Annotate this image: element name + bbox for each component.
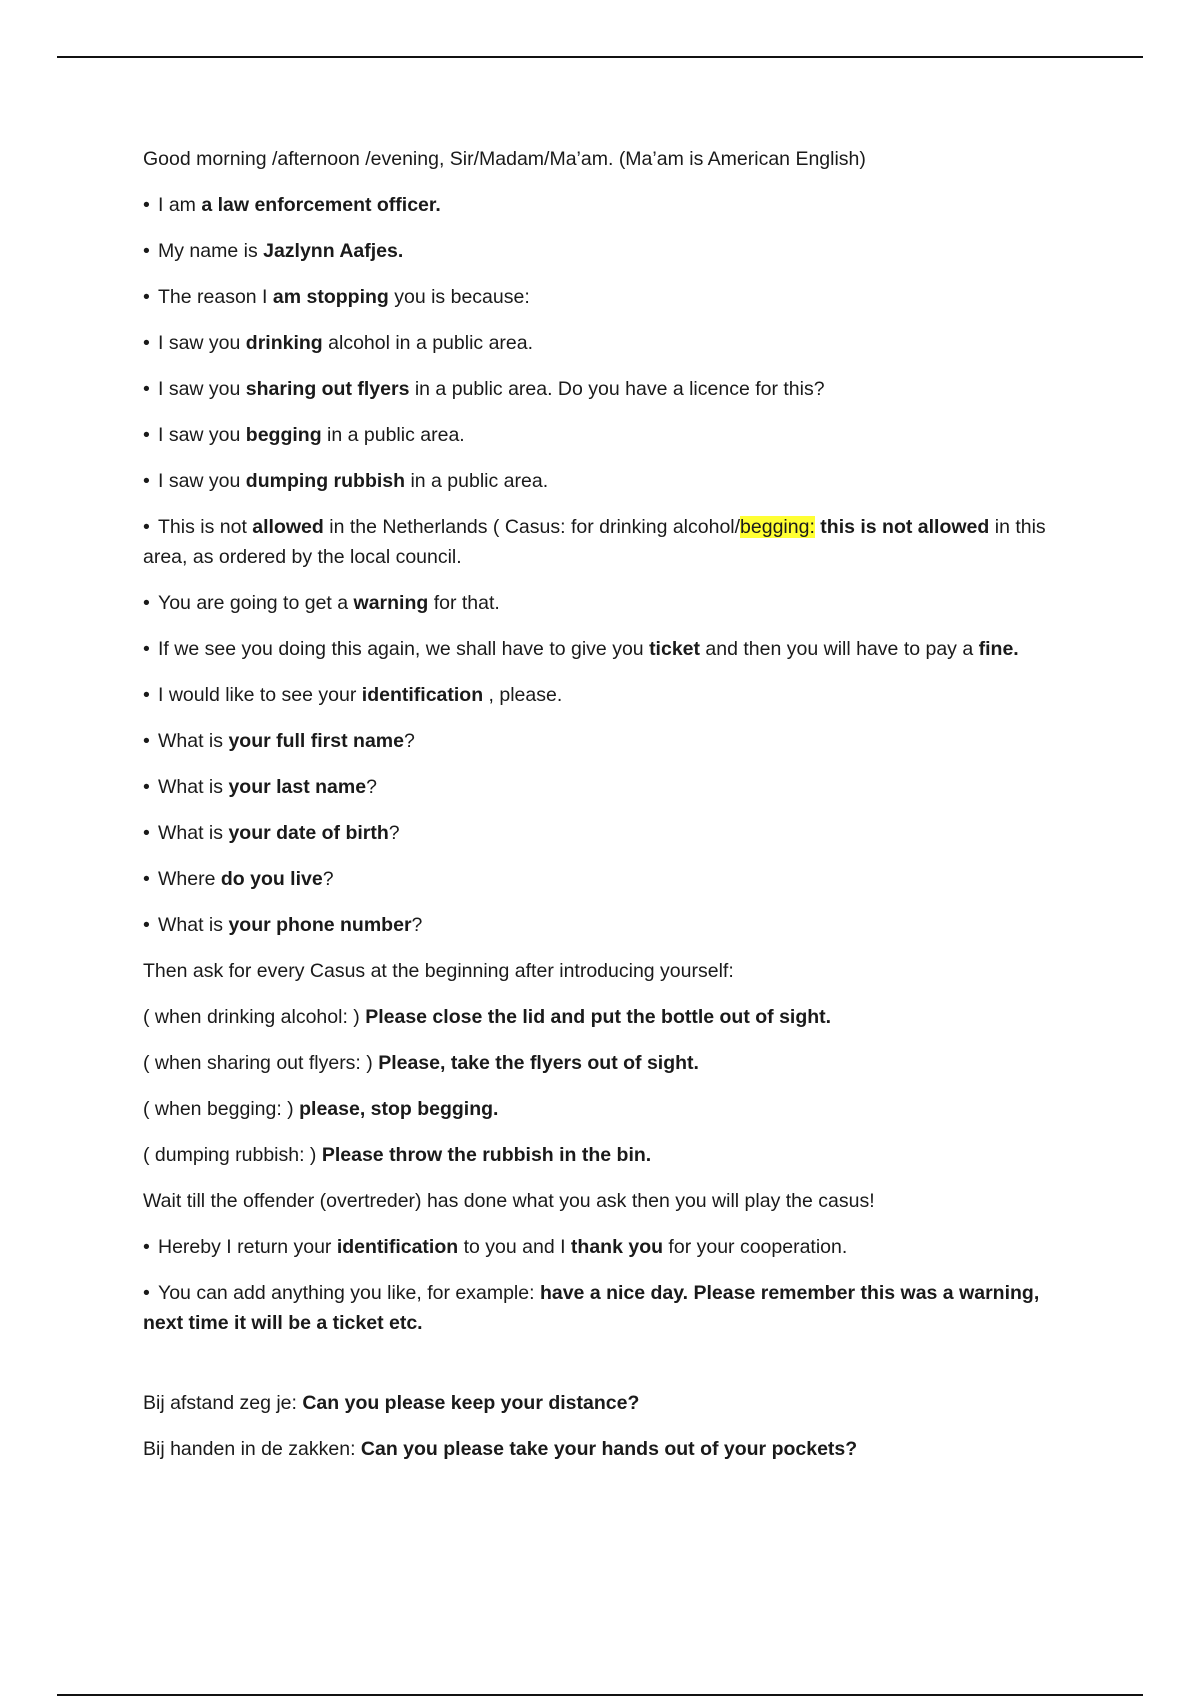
bullet-mark: •	[143, 470, 150, 492]
casus-drinking: ( when drinking alcohol: ) Please close the lid and put the bottle out of sight.	[143, 1006, 832, 1028]
bottom-rule	[57, 1694, 1143, 1696]
bullet-mark: •	[143, 776, 150, 798]
bullet-return-id: • Hereby I return your identification to you and I thank you for your cooperation.	[143, 1232, 1063, 1262]
casus-begging: ( when begging: ) please, stop begging.	[143, 1098, 499, 1120]
bullet-mark: •	[143, 332, 150, 354]
bullet-name: • My name is Jazlynn Aafjes.	[143, 236, 1063, 266]
bullet-mark: •	[143, 1236, 150, 1258]
hands-line: Bij handen in de zakken: Can you please take your hands out of your pockets?	[143, 1438, 858, 1460]
bullet-mark: •	[143, 424, 150, 446]
bullet-identification: • I would like to see your identification , please.	[143, 680, 1063, 710]
bullet-mark: •	[143, 868, 150, 890]
bullet-mark: •	[143, 194, 150, 216]
bullet-mark: •	[143, 516, 150, 538]
bullet-date-of-birth: • What is your date of birth?	[143, 818, 1063, 848]
bullet-mark: •	[143, 592, 150, 614]
bullet-begging: • I saw you begging in a public area.	[143, 420, 1063, 450]
bullet-mark: •	[143, 1282, 150, 1304]
distance-line: Bij afstand zeg je: Can you please keep your distance?	[143, 1392, 640, 1414]
bullet-add-anything: • You can add anything you like, for example: have a nice day. Please remember this was a warning, next time it will be a ticket etc.	[143, 1278, 1063, 1338]
casus-flyers: ( when sharing out flyers: ) Please, take the flyers out of sight.	[143, 1052, 699, 1074]
bullet-flyers: • I saw you sharing out flyers in a public area. Do you have a licence for this?	[143, 374, 1063, 404]
bullet-warning: • You are going to get a warning for that.	[143, 588, 1063, 618]
bullet-mark: •	[143, 822, 150, 844]
bullet-mark: •	[143, 378, 150, 400]
top-rule	[57, 56, 1143, 58]
bullet-mark: •	[143, 638, 150, 660]
then-ask-line: Then ask for every Casus at the beginning after introducing yourself:	[143, 960, 734, 982]
bullet-drinking: • I saw you drinking alcohol in a public area.	[143, 328, 1063, 358]
bullet-first-name: • What is your full first name?	[143, 726, 1063, 756]
bullet-phone: • What is your phone number?	[143, 910, 1063, 940]
casus-rubbish: ( dumping rubbish: ) Please throw the rubbish in the bin.	[143, 1144, 652, 1166]
bullet-where-live: • Where do you live?	[143, 864, 1063, 894]
bullet-officer: • I am a law enforcement officer.	[143, 190, 1063, 220]
bullet-mark: •	[143, 240, 150, 262]
bullet-last-name: • What is your last name?	[143, 772, 1063, 802]
greeting-line: Good morning /afternoon /evening, Sir/Madam/Ma’am. (Ma’am is American English)	[143, 148, 866, 170]
document-body	[143, 144, 1063, 1480]
highlighted-text: begging:	[740, 516, 815, 538]
bullet-not-allowed: • This is not allowed in the Netherlands ( Casus: for drinking alcohol/begging: this is not allowed in this area, as ordered by the local council.	[143, 512, 1063, 572]
bullet-ticket: • If we see you doing this again, we shall have to give you ticket and then you will have to pay a fine.	[143, 634, 1063, 664]
bullet-rubbish: • I saw you dumping rubbish in a public area.	[143, 466, 1063, 496]
bullet-mark: •	[143, 684, 150, 706]
bullet-reason: • The reason I am stopping you is because:	[143, 282, 1063, 312]
bullet-mark: •	[143, 730, 150, 752]
bullet-mark: •	[143, 914, 150, 936]
bullet-mark: •	[143, 286, 150, 308]
wait-till-line: Wait till the offender (overtreder) has done what you ask then you will play the casus!	[143, 1190, 875, 1212]
